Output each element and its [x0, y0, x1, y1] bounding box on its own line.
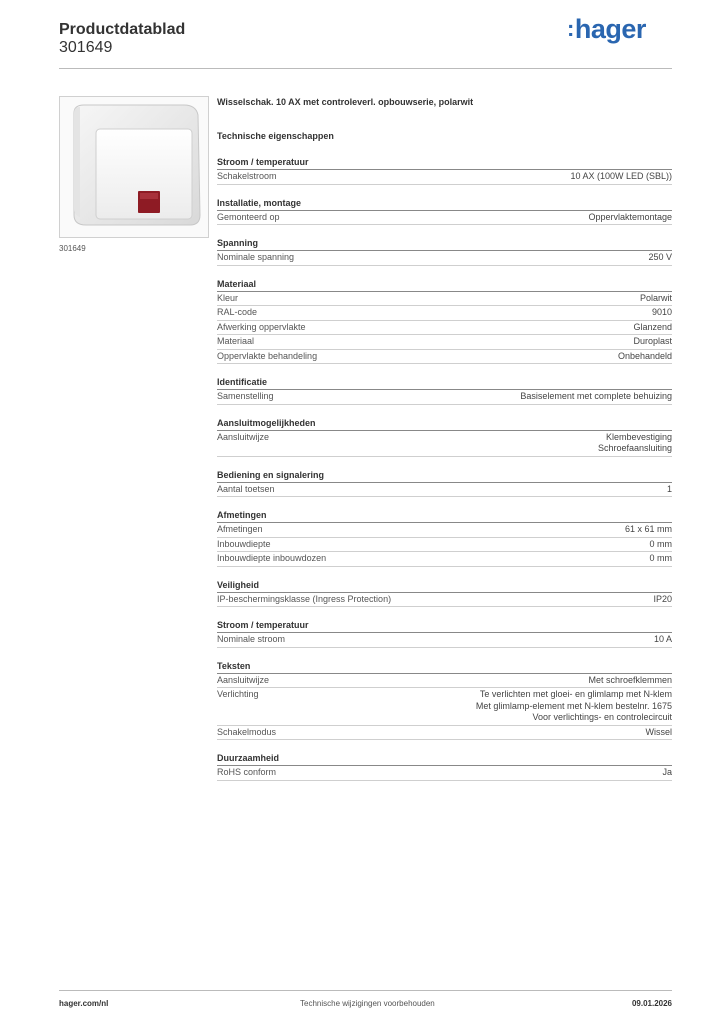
spec-value: 9010	[651, 307, 672, 317]
spec-value: 10 A	[653, 634, 672, 644]
spec-label: Afmetingen	[217, 524, 263, 534]
spec-row	[217, 292, 672, 307]
section-spacer	[217, 457, 672, 469]
footer-divider	[59, 990, 672, 991]
spec-value: 10 AX (100W LED (SBL))	[570, 171, 672, 181]
section-title: Installatie, montage	[217, 197, 672, 211]
spec-row	[217, 321, 672, 336]
spec-row	[217, 251, 672, 266]
section-title: Veiligheid	[217, 579, 672, 593]
spec-value: Duroplast	[633, 336, 672, 346]
switch-illustration	[60, 97, 208, 237]
section-title: Spanning	[217, 237, 672, 251]
spec-row	[217, 674, 672, 689]
hager-logo: :hager	[567, 14, 646, 44]
spec-row	[217, 552, 672, 567]
spec-value: 1	[666, 483, 672, 494]
spec-value: Te verlichten met gloei- en glimlamp met N-klem Met glimlamp-element met N-klem bestelnr. 1675 Voor verlichtings- en controlecircuit	[475, 689, 672, 722]
spec-row	[217, 350, 672, 365]
spec-section	[217, 579, 672, 608]
spec-label: Afwerking oppervlakte	[217, 321, 306, 332]
section-spacer	[217, 607, 672, 619]
spec-content	[217, 96, 672, 781]
spec-row	[217, 726, 672, 741]
section-title: Stroom / temperatuur	[217, 619, 672, 633]
section-title: Aansluitmogelijkheden	[217, 417, 672, 431]
spec-value: Glanzend	[633, 321, 672, 332]
spec-row	[217, 523, 672, 538]
section-spacer	[217, 266, 672, 278]
spec-sections	[217, 156, 672, 781]
section-title: Materiaal	[217, 278, 672, 292]
section-spacer	[217, 497, 672, 509]
spec-label: Aansluitwijze	[217, 674, 270, 685]
spec-row	[217, 306, 672, 321]
spec-row	[217, 593, 672, 608]
spec-value: 250 V	[648, 252, 672, 262]
spec-label: Verlichting	[217, 689, 259, 699]
section-spacer	[217, 740, 672, 752]
section-spacer	[217, 567, 672, 579]
spec-label: Kleur	[217, 292, 239, 303]
spec-row	[217, 633, 672, 648]
spec-value: 0 mm	[649, 538, 672, 549]
spec-label: RoHS conform	[217, 767, 277, 777]
spec-label: Oppervlakte behandeling	[217, 350, 318, 361]
spec-row	[217, 170, 672, 185]
spec-label: Inbouwdiepte inbouwdozen	[217, 553, 327, 563]
spec-value: 61 x 61 mm	[624, 524, 672, 534]
section-spacer	[217, 405, 672, 417]
spec-section	[217, 197, 672, 226]
document-title: Productdatablad	[59, 21, 186, 38]
spec-value: Basiselement met complete behuizing	[520, 391, 672, 401]
spec-label: Aantal toetsen	[217, 483, 275, 494]
spec-value: Wissel	[645, 726, 672, 737]
spec-row	[217, 335, 672, 350]
spec-label: Nominale stroom	[217, 634, 286, 644]
section-title: Identificatie	[217, 376, 672, 390]
spec-value: Polarwit	[639, 292, 672, 303]
spec-label: Gemonteerd op	[217, 211, 280, 222]
spec-row	[217, 688, 672, 726]
product-number: 301649	[59, 39, 113, 56]
spec-section	[217, 619, 672, 648]
image-caption: 301649	[59, 244, 86, 253]
footer-disclaimer: Technische wijzigingen voorbehouden	[300, 999, 435, 1008]
spec-value: Met schroefklemmen	[588, 674, 672, 685]
product-image	[59, 96, 209, 238]
spec-row	[217, 431, 672, 457]
spec-label: Aansluitwijze	[217, 431, 270, 442]
spec-value: Oppervlaktemontage	[588, 211, 672, 222]
spec-section	[217, 752, 672, 781]
section-title: Duurzaamheid	[217, 752, 672, 766]
section-title: Teksten	[217, 660, 672, 674]
spec-section	[217, 509, 672, 567]
logo-text: hager	[574, 14, 646, 44]
spec-value: Klembevestiging Schroefaansluiting	[597, 431, 672, 453]
header-divider	[59, 68, 672, 69]
spec-value: Ja	[662, 767, 672, 777]
section-title: Bediening en signalering	[217, 469, 672, 483]
spec-section	[217, 469, 672, 498]
spec-section	[217, 660, 672, 741]
section-title: Stroom / temperatuur	[217, 156, 672, 170]
tech-heading: Technische eigenschappen	[217, 131, 334, 141]
section-spacer	[217, 364, 672, 376]
spec-section	[217, 237, 672, 266]
spec-row	[217, 390, 672, 405]
spec-row	[217, 766, 672, 781]
spec-label: Schakelstroom	[217, 171, 277, 181]
spec-label: IP-beschermingsklasse (Ingress Protection)	[217, 593, 392, 604]
spec-value: IP20	[653, 593, 672, 604]
spec-value: Onbehandeld	[617, 350, 672, 361]
section-spacer	[217, 648, 672, 660]
section-spacer	[217, 225, 672, 237]
spec-value: 0 mm	[649, 553, 672, 563]
product-description: Wisselschak. 10 AX met controleverl. opbouwserie, polarwit	[217, 97, 474, 107]
spec-label: Nominale spanning	[217, 252, 295, 262]
spec-label: Materiaal	[217, 336, 255, 346]
spec-label: Samenstelling	[217, 391, 274, 401]
spec-section	[217, 278, 672, 365]
spec-section	[217, 156, 672, 185]
spec-label: Inbouwdiepte	[217, 538, 271, 549]
section-title: Afmetingen	[217, 509, 672, 523]
section-spacer	[217, 185, 672, 197]
footer-website: hager.com/nl	[59, 999, 109, 1008]
spec-row	[217, 483, 672, 498]
footer-date: 09.01.2026	[631, 999, 672, 1008]
spec-row	[217, 538, 672, 553]
spec-label: Schakelmodus	[217, 726, 277, 737]
spec-section	[217, 417, 672, 457]
spec-row	[217, 211, 672, 226]
spec-section	[217, 376, 672, 405]
spec-label: RAL-code	[217, 307, 258, 317]
